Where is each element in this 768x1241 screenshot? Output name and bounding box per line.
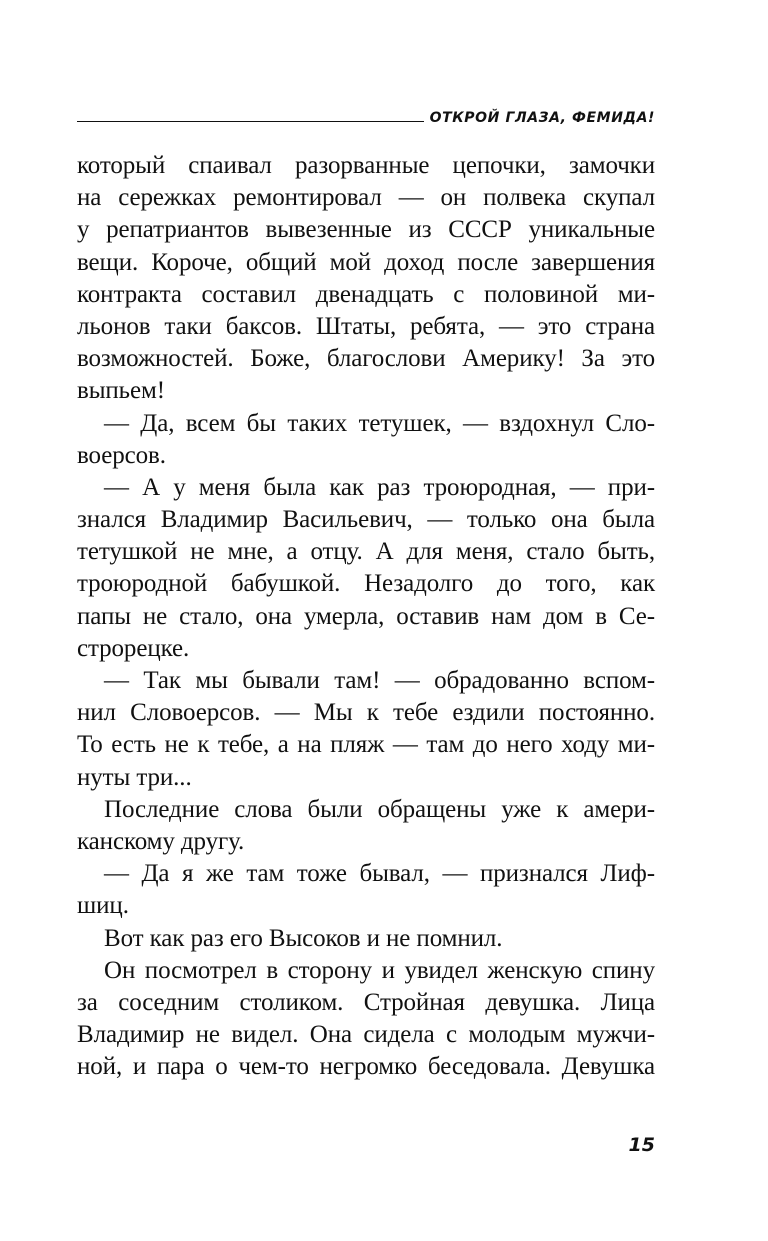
text-line: возможностей. Боже, благослови Америку! За это xyxy=(77,345,655,373)
body-text xyxy=(77,150,655,1083)
running-header xyxy=(77,103,655,125)
text-line: папы не стало, она умерла, оставив нам дом в Се- xyxy=(77,602,655,630)
text-line: канскому другу. xyxy=(77,827,245,855)
page-number: 15 xyxy=(628,1134,655,1156)
text-line: То есть не к тебе, а на пляж — там до него ходу ми- xyxy=(77,731,655,759)
paragraph xyxy=(77,408,655,472)
text-line: — Да я же там тоже бывал, — признался Лиф- xyxy=(104,860,655,888)
paragraph xyxy=(77,923,655,955)
text-line: Вот как раз его Высоков и не помнил. xyxy=(104,924,503,952)
text-line: Он посмотрел в сторону и увидел женскую спину xyxy=(104,956,655,984)
text-line: на сережках ремонтировал — он полвека скупал xyxy=(77,184,655,212)
text-line: Владимир не видел. Она сидела с молодым мужчи- xyxy=(77,1021,655,1049)
text-line: знался Владимир Васильевич, — только она была xyxy=(77,506,655,534)
text-line: Последние слова были обращены уже к амери- xyxy=(104,795,655,823)
text-line: за соседним столиком. Стройная девушка. Лица xyxy=(77,988,655,1016)
text-line: нуты три... xyxy=(77,763,192,791)
text-line: вещи. Короче, общий мой доход после завершения xyxy=(77,248,655,276)
paragraph xyxy=(77,665,655,794)
header-rule xyxy=(77,121,424,122)
text-line: выпьем! xyxy=(77,377,165,405)
paragraph xyxy=(77,150,655,408)
text-line: — Да, всем бы таких тетушек, — вздохнул Сло- xyxy=(104,409,655,437)
text-line: — Так мы бывали там! — обрадованно вспом- xyxy=(104,667,655,694)
text-line: тетушкой не мне, а отцу. А для меня, стало быть, xyxy=(77,538,655,566)
paragraph xyxy=(77,472,655,665)
paragraph xyxy=(77,858,655,922)
text-line: троюродной бабушкой. Незадолго до того, как xyxy=(77,570,655,598)
text-line: строрецке. xyxy=(77,634,190,662)
text-line: льонов таки баксов. Штаты, ребята, — это страна xyxy=(77,312,655,340)
text-line: ной, и пара о чем-то негромко беседовала. Девушка xyxy=(77,1053,655,1081)
paragraph xyxy=(77,794,655,858)
text-line: контракта составил двенадцать с половиной ми- xyxy=(77,280,655,308)
paragraph xyxy=(77,955,655,1084)
text-line: — А у меня была как раз троюродная, — при- xyxy=(104,473,655,501)
text-line: шиц. xyxy=(77,892,129,920)
text-line: который спаивал разорванные цепочки, замочки xyxy=(77,152,655,179)
running-title: ОТКРОЙ ГЛАЗА, ФЕМИДА! xyxy=(429,110,655,126)
text-line: воерсов. xyxy=(77,441,166,469)
text-line: у репатриантов вывезенные из СССР уникальные xyxy=(77,216,655,244)
text-line: нил Словоерсов. — Мы к тебе ездили постоянно. xyxy=(77,699,655,727)
